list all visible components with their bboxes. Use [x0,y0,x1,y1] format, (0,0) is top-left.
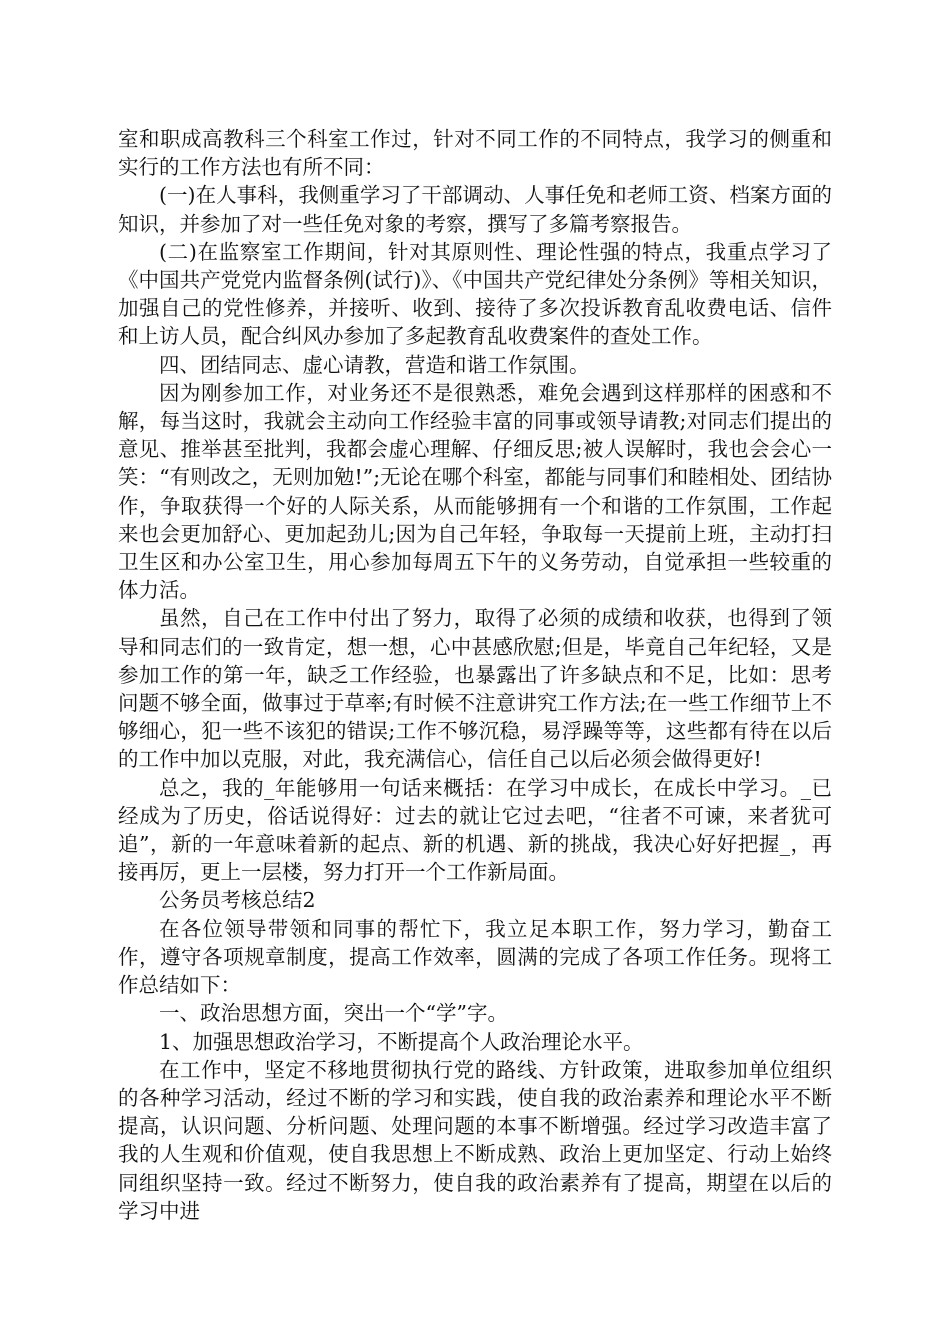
section-heading-unity: 四、团结同志、虚心请教，营造和谐工作氛围。 [159,352,590,377]
paragraph-introduction: 在各位领导带领和同事的帮忙下，我立足本职工作，努力学习，勤奋工作，遵守各项规章制度，提高工作效率，圆满的完成了各项工作任务。现将工作总结如下： [118,916,832,998]
paragraph-colleagues: 因为刚参加工作，对业务还不是很熟悉，难免会遇到这样那样的困惑和不解，每当这时，我就会主动向工作经验丰富的同事或领导请教;对同志们提出的意见、推举甚至批判，我都会虚心理解、仔细反思;被人误解时，我也会会心一笑：“有则改之，无则加勉!”;无论在哪个科室，都能与同事们和睦相处、团结协作，争取获得一个好的人际关系，从而能够拥有一个和谐的工作氛围，工作起来也会更加舒心、更加起劲儿;因为自己年轻，争取每一天提前上班，主动打扫卫生区和办公室卫生，用心参加每周五下午的义务劳动，自觉承担一些较重的体力活。 [118,380,832,603]
paragraph-supervision-section: (二)在监察室工作期间，针对其原则性、理论性强的特点，我重点学习了《中国共产党党内监督条例(试行)》、《中国共产党纪律处分条例》等相关知识，加强自己的党性修养，并接听、收到、接待了多次投诉教育乱收费电话、信件和上访人员，配合纠风办参加了多起教育乱收费案件的查处工作。 [118,239,832,349]
section-heading-political: 一、政治思想方面，突出一个“学”字。 [159,1001,508,1026]
document-title-summary-2: 公务员考核总结2 [159,888,316,913]
paragraph-personnel-section: (一)在人事科，我侧重学习了干部调动、人事任免和老师工资、档案方面的知识，并参加了对一些任免对象的考察，撰写了多篇考察报告。 [118,183,832,236]
paragraph-continuation: 室和职成高教科三个科室工作过，针对不同工作的不同特点，我学习的侧重和实行的工作方法也有所不同： [118,127,832,180]
paragraph-conclusion: 总之，我的_年能够用一句话来概括：在学习中成长，在成长中学习。_已经成为了历史，俗话说得好：过去的就让它过去吧，“往者不可谏，来者犹可追”，新的一年意味着新的起点、新的机遇、新的挑战，我决心好好把握_，再接再厉，更上一层楼，努力打开一个工作新局面。 [118,775,832,885]
paragraph-shortcomings: 虽然，自己在工作中付出了努力，取得了必须的成绩和收获，也得到了领导和同志们的一致肯定，想一想，心中甚感欣慰;但是，毕竟自己年纪轻，又是参加工作的第一年，缺乏工作经验，也暴露出了许多缺点和不足，比如：思考问题不够全面，做事过于草率;有时候不注意讲究工作方法;在一些工作细节上不够细心，犯一些不该犯的错误;工作不够沉稳，易浮躁等等，这些都有待在以后的工作中加以克服，对此，我充满信心，信任自己以后必须会做得更好! [118,606,832,772]
paragraph-political-study: 在工作中，坚定不移地贯彻执行党的路线、方针政策，进取参加单位组织的各种学习活动，经过不断的学习和实践，使自我的政治素养和理论水平不断提高，认识问题、分析问题、处理问题的本事不断增强。经过学习改造丰富了我的人生观和价值观，使自我思想上不断成熟、政治上更加坚定、行动上始终同组织坚持一致。经过不断努力，使自我的政治素养有了提高，期望在以后的学习中进 [118,1057,832,1223]
document-body [118,125,832,1225]
subsection-heading-study: 1、加强思想政治学习，不断提高个人政治理论水平。 [159,1029,644,1054]
